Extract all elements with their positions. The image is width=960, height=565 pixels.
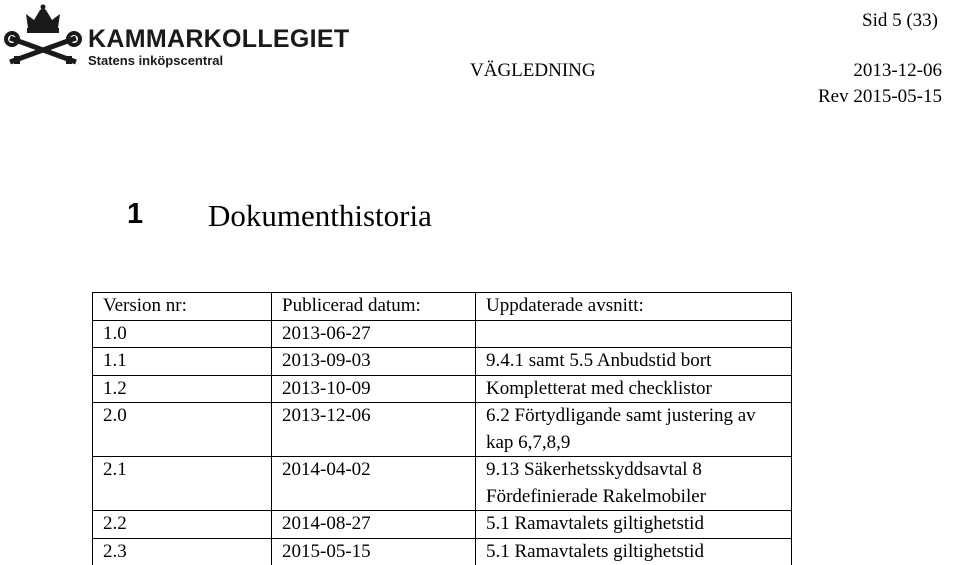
version-cell: 2.2 xyxy=(93,511,272,539)
table-row xyxy=(93,511,792,539)
document-type: VÄGLEDNING xyxy=(470,60,596,81)
date-cell: 2015-05-15 xyxy=(272,538,476,565)
crown-keys-emblem-icon xyxy=(4,4,82,66)
version-cell: 1.2 xyxy=(93,375,272,403)
version-cell: 1.1 xyxy=(93,348,272,376)
date-cell: 2013-12-06 xyxy=(272,403,476,457)
document-revision: Rev 2015-05-15 xyxy=(817,86,942,107)
column-header: Version nr: xyxy=(93,293,272,321)
document-date: 2013-12-06 xyxy=(853,60,942,81)
sections-cell: 5.1 Ramavtalets giltighetstid xyxy=(476,538,792,565)
date-cell: 2013-09-03 xyxy=(272,348,476,376)
date-cell: 2013-06-27 xyxy=(272,320,476,348)
table-header-row xyxy=(93,293,792,321)
version-cell: 2.0 xyxy=(93,403,272,457)
sections-cell: Kompletterat med checklistor xyxy=(476,375,792,403)
sections-cell: 5.1 Ramavtalets giltighetstid xyxy=(476,511,792,539)
date-cell: 2013-10-09 xyxy=(272,375,476,403)
version-cell: 1.0 xyxy=(93,320,272,348)
date-cell: 2014-04-02 xyxy=(272,457,476,511)
version-cell: 2.1 xyxy=(93,457,272,511)
section-title: Dokumenthistoria xyxy=(208,198,432,233)
org-subtitle: Statens inköpscentral xyxy=(88,53,224,68)
table-row xyxy=(93,320,792,348)
page-number: Sid 5 (33) xyxy=(862,10,938,31)
table-row xyxy=(93,375,792,403)
section-number: 1 xyxy=(127,198,144,230)
table-row xyxy=(93,403,792,457)
column-header: Uppdaterade avsnitt: xyxy=(476,293,792,321)
column-header: Publicerad datum: xyxy=(272,293,476,321)
version-cell: 2.3 xyxy=(93,538,272,565)
sections-cell: 9.13 Säkerhetsskyddsavtal 8 Fördefinierade Rakelmobiler xyxy=(476,457,792,511)
sections-cell: 6.2 Förtydligande samt justering av kap 6,7,8,9 xyxy=(476,403,792,457)
table-row xyxy=(93,457,792,511)
document-history-table xyxy=(92,292,792,565)
sections-cell xyxy=(476,320,792,348)
logo xyxy=(4,4,350,68)
sections-cell: 9.4.1 samt 5.5 Anbudstid bort xyxy=(476,348,792,376)
date-cell: 2014-08-27 xyxy=(272,511,476,539)
org-name: KAMMARKOLLEGIET xyxy=(88,25,350,53)
table-row xyxy=(93,348,792,376)
